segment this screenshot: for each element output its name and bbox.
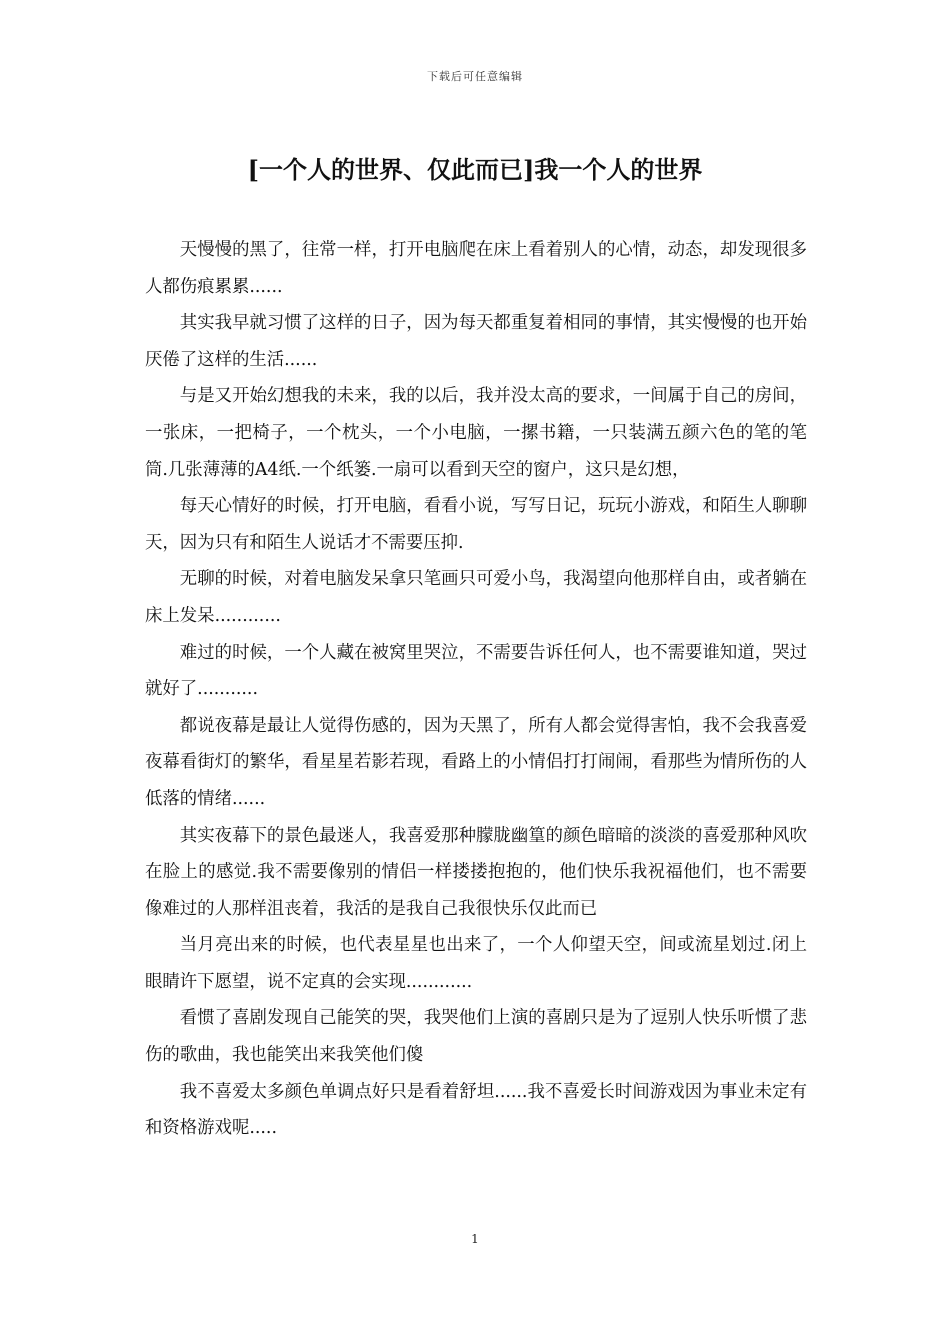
paragraph-7: 都说夜幕是最让人觉得伤感的，因为天黑了，所有人都会觉得害怕，我不会我喜爱夜幕看街灯的繁华，看星星若影若现，看路上的小情侣打打闹闹，看那些为情所伤的人低落的情绪...... bbox=[145, 715, 807, 809]
paragraph-6: 难过的时候，一个人藏在被窝里哭泣，不需要告诉任何人，也不需要谁知道，哭过就好了........... bbox=[145, 642, 807, 700]
paragraph-5: 无聊的时候，对着电脑发呆拿只笔画只可爱小鸟，我渴望向他那样自由，或者躺在床上发呆............ bbox=[145, 569, 807, 626]
paragraph-4: 每天心情好的时候，打开电脑，看看小说，写写日记，玩玩小游戏，和陌生人聊聊天，因为只有和陌生人说话才不需要压抑. bbox=[145, 496, 807, 553]
paragraph-10: 看惯了喜剧发现自己能笑的哭，我哭他们上演的喜剧只是为了逗别人快乐听惯了悲伤的歌曲，我也能笑出来我笑他们傻 bbox=[145, 1008, 807, 1066]
page-header: 下载后可任意编辑 bbox=[427, 70, 523, 83]
paragraph-9: 当月亮出来的时候，也代表星星也出来了，一个人仰望天空，间或流星划过.闭上眼睛许下愿望，说不定真的会实现............ bbox=[145, 935, 807, 992]
paragraph-3: 与是又开始幻想我的未来，我的以后，我并没太高的要求，一间属于自己的房间，一张床，一把椅子，一个枕头，一个小电脑，一摞书籍，一只装满五颜六色的笔的笔筒.几张薄薄的A4纸.一个纸篓.一扇可以看到天空的窗户，这只是幻想， bbox=[145, 386, 807, 480]
paragraph-2: 其实我早就习惯了这样的日子，因为每天都重复着相同的事情，其实慢慢的也开始厌倦了这样的生活...... bbox=[145, 313, 807, 370]
document-title: [一个人的世界、仅此而已]我一个人的世界 bbox=[247, 155, 703, 184]
page-number: 1 bbox=[471, 1232, 479, 1246]
paragraph-8: 其实夜幕下的景色最迷人，我喜爱那种朦胧幽篁的颜色暗暗的淡淡的喜爱那种风吹在脸上的感觉.我不需要像别的情侣一样搂搂抱抱的，他们快乐我祝福他们，也不需要像难过的人那样沮丧着，我活的是我自己我很快乐仅此而已 bbox=[145, 825, 807, 919]
paragraph-11: 我不喜爱太多颜色单调点好只是看着舒坦......我不喜爱长时间游戏因为事业未定有和资格游戏呢..... bbox=[145, 1081, 807, 1139]
document-body bbox=[145, 232, 807, 1147]
paragraph-1: 天慢慢的黑了，往常一样，打开电脑爬在床上看着别人的心情，动态，却发现很多人都伤痕累累...... bbox=[145, 240, 807, 297]
